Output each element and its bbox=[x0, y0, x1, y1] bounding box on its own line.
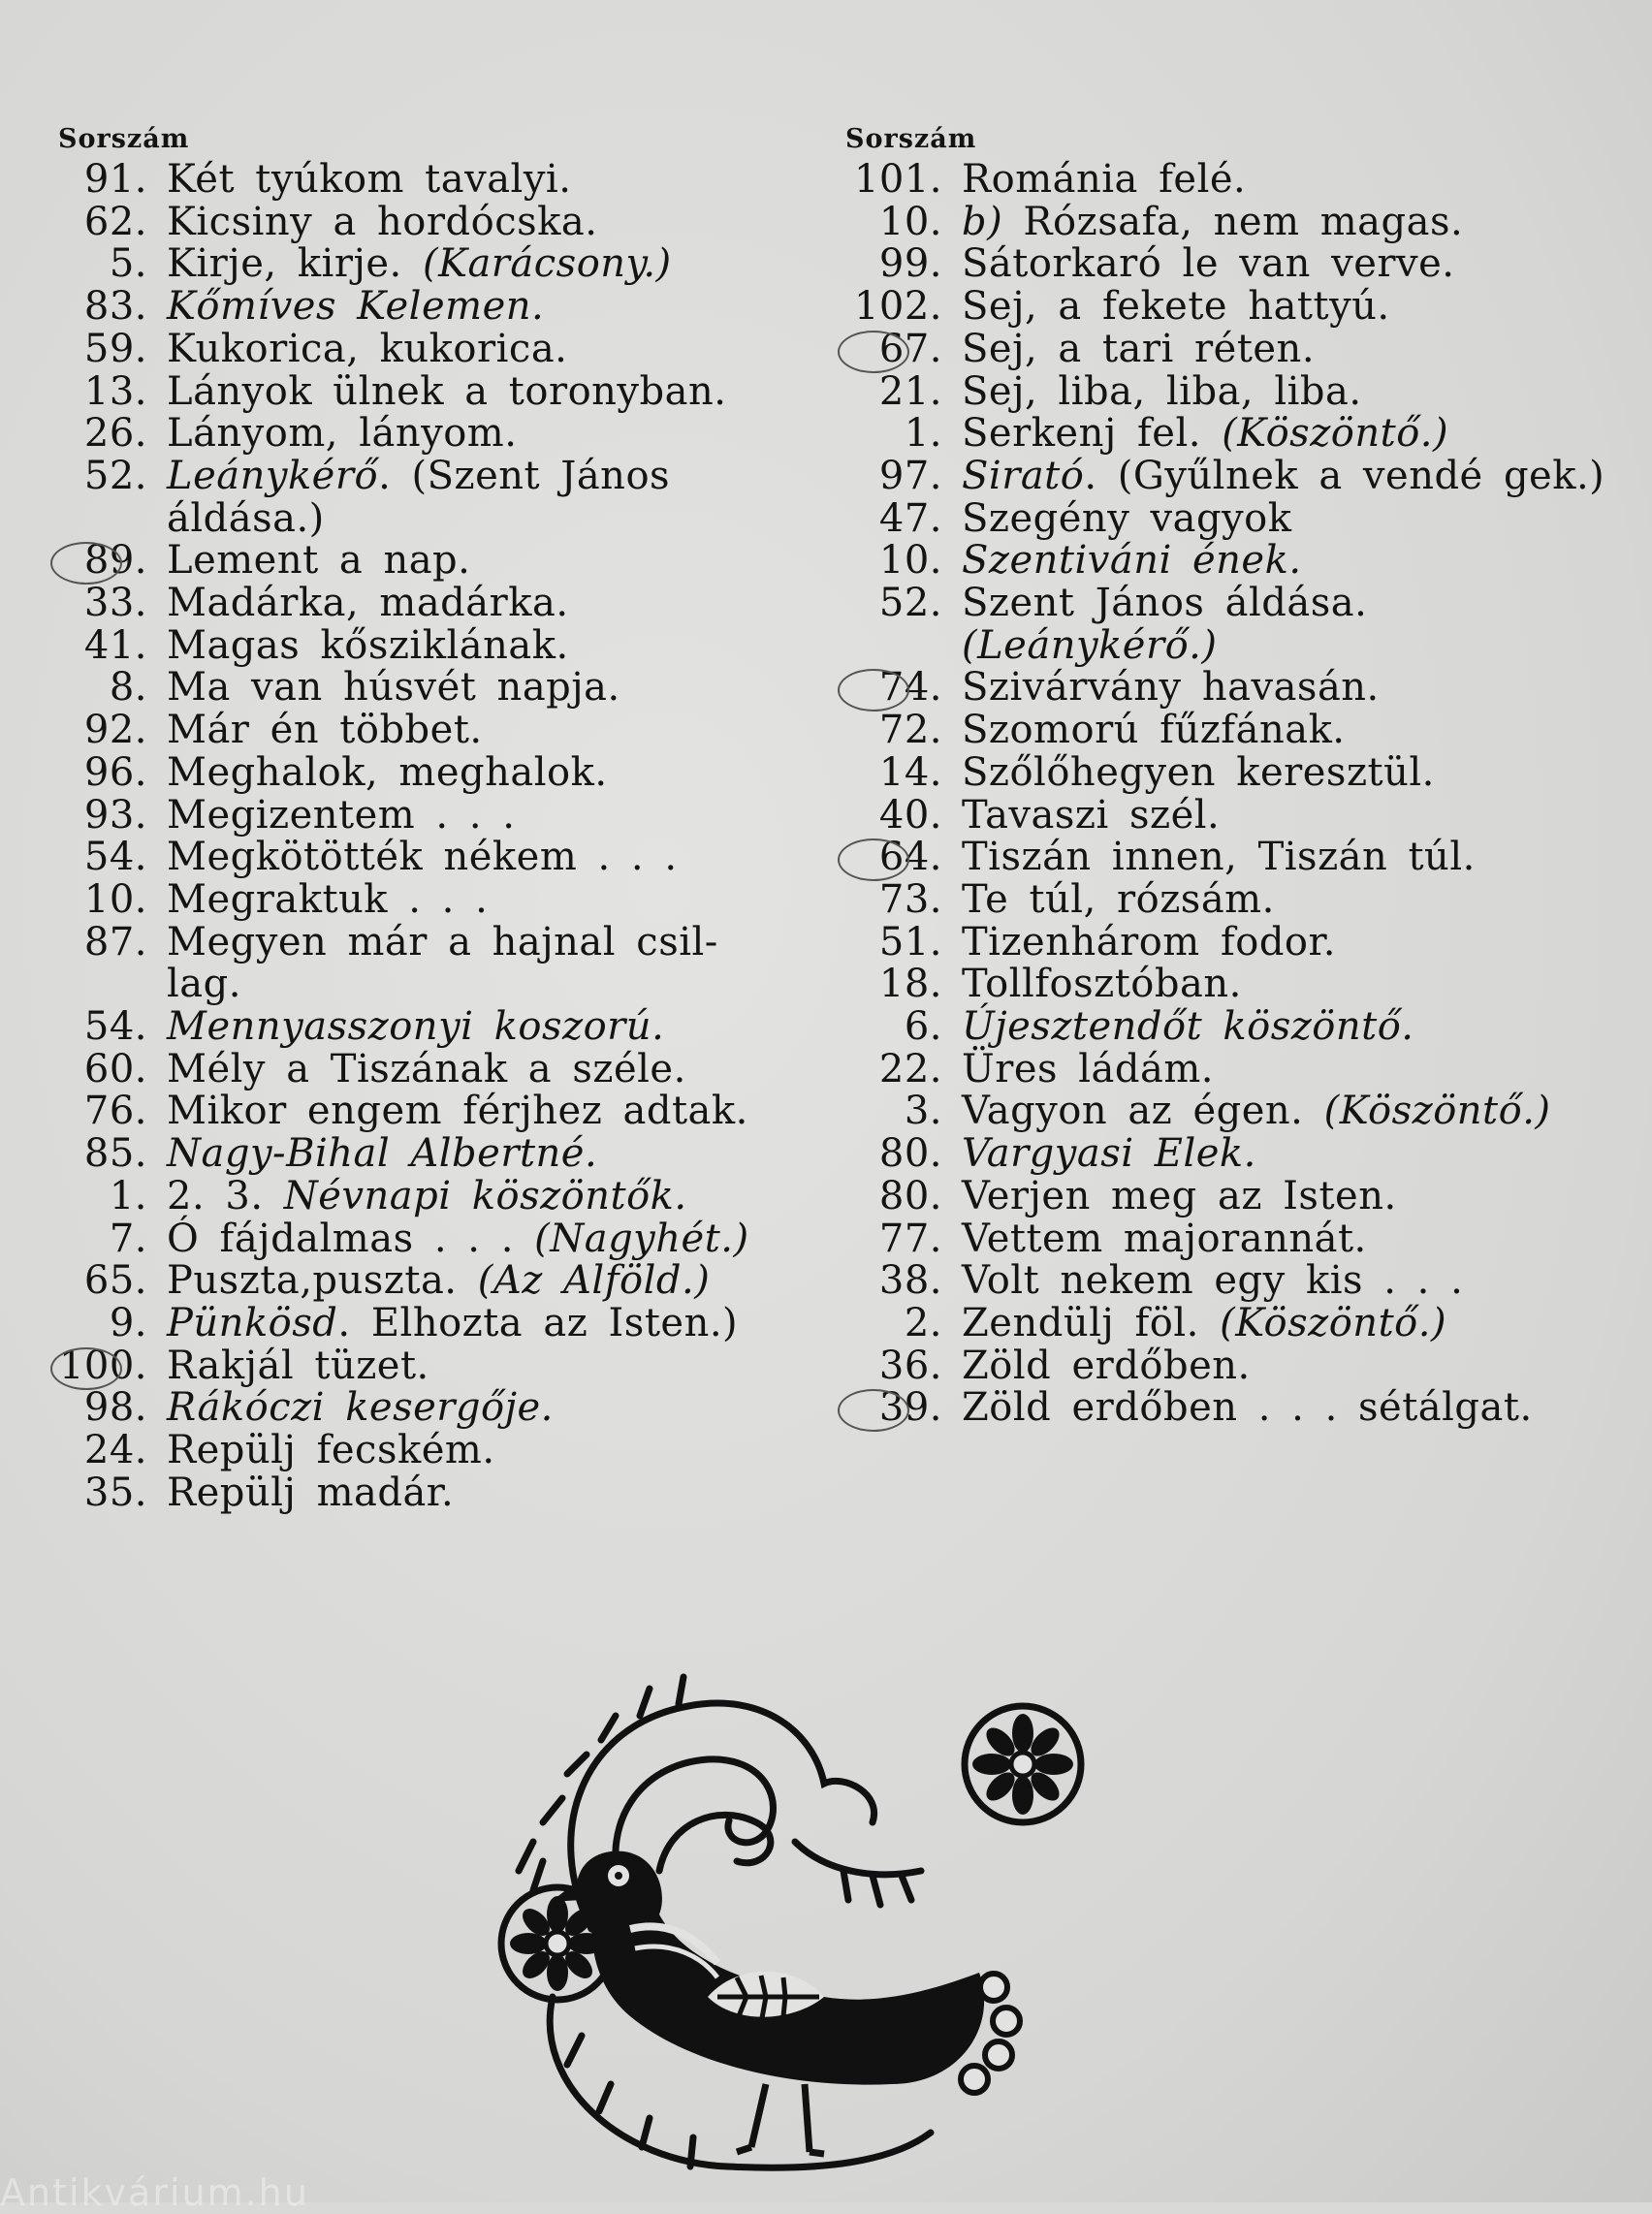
index-entry bbox=[58, 919, 795, 1007]
entry-title-text: Szent János áldása. bbox=[962, 581, 1368, 626]
entry-number: 18. bbox=[878, 962, 942, 1007]
index-entry bbox=[845, 1133, 1621, 1176]
entry-title bbox=[942, 1173, 1621, 1218]
entry-number: 24. bbox=[83, 1428, 147, 1473]
entry-title bbox=[942, 1300, 1621, 1345]
index-entry bbox=[845, 1387, 1621, 1430]
entry-list bbox=[845, 159, 1621, 1430]
entry-title bbox=[147, 1218, 795, 1261]
entry-number: 85. bbox=[83, 1131, 147, 1177]
entry-title bbox=[147, 622, 795, 668]
entry-title-italic: Nagy-Bihal Albertné. bbox=[167, 1131, 598, 1177]
entry-number: 7. bbox=[109, 1216, 147, 1261]
entry-title bbox=[942, 368, 1621, 414]
index-entry bbox=[58, 413, 795, 456]
index-entry bbox=[845, 1006, 1621, 1049]
entry-title bbox=[147, 368, 795, 414]
index-entry bbox=[845, 710, 1621, 752]
entry-number: 33. bbox=[83, 581, 147, 626]
index-entry bbox=[58, 1046, 795, 1091]
entry-title-text: Rakjál tüzet. bbox=[167, 1343, 429, 1388]
entry-title bbox=[942, 326, 1621, 371]
index-entry bbox=[845, 495, 1621, 541]
entry-number: 77. bbox=[878, 1216, 942, 1261]
index-entry bbox=[58, 837, 795, 879]
index-column-left bbox=[58, 124, 795, 1515]
entry-title-text: Mély a Tiszának a széle. bbox=[167, 1046, 686, 1091]
entry-title bbox=[942, 199, 1621, 244]
entry-title bbox=[147, 667, 795, 710]
entry-number: 73. bbox=[878, 876, 942, 922]
entry-title bbox=[942, 1345, 1621, 1388]
index-entry bbox=[845, 1091, 1621, 1133]
entry-number: 22. bbox=[878, 1046, 942, 1091]
entry-number: 39. bbox=[845, 1387, 942, 1430]
index-entry bbox=[58, 1387, 795, 1430]
entry-title-text: . (Szent János áldása.) bbox=[167, 453, 671, 541]
entry-title-text: Románia felé. bbox=[962, 157, 1247, 202]
entry-title-text: . (Gyűlnek a vendé gek.) bbox=[1084, 453, 1605, 498]
entry-title bbox=[147, 710, 795, 752]
entry-title-italic: Szentiváni ének. bbox=[962, 538, 1302, 584]
entry-title bbox=[942, 1091, 1621, 1133]
entry-title bbox=[942, 159, 1621, 202]
entry-number: 93. bbox=[83, 792, 147, 838]
entry-number: 54. bbox=[83, 835, 147, 880]
index-column-right bbox=[845, 124, 1621, 1430]
entry-title-italic: Mennyasszonyi koszorú. bbox=[167, 1004, 665, 1050]
entry-title-text: Serkenj fel. bbox=[962, 411, 1223, 457]
entry-number: 9. bbox=[109, 1300, 147, 1345]
entry-title-text: . Elhozta az Isten.) bbox=[337, 1300, 739, 1345]
entry-number: 14. bbox=[878, 749, 942, 795]
entry-title-text: Megraktuk . . . bbox=[167, 876, 489, 922]
index-entry bbox=[58, 368, 795, 414]
entry-title-text: Már én többet. bbox=[167, 708, 483, 753]
entry-title-text: Megyen már a hajnal csil- lag. bbox=[167, 919, 718, 1007]
entry-title-italic: b) bbox=[962, 199, 1003, 244]
entry-title bbox=[147, 1300, 795, 1345]
entry-title-text: Megkötötték nékem . . . bbox=[167, 835, 678, 880]
entry-number: 3. bbox=[904, 1089, 942, 1134]
entry-title bbox=[942, 453, 1621, 498]
entry-number: 100. bbox=[58, 1343, 147, 1388]
entry-title bbox=[942, 876, 1621, 922]
entry-number: 38. bbox=[878, 1258, 942, 1304]
entry-number: 1. bbox=[904, 411, 942, 457]
entry-title-italic: Pünkösd bbox=[167, 1300, 338, 1345]
entry-title-italic: Névnapi köszöntők. bbox=[283, 1173, 687, 1218]
index-entry bbox=[58, 540, 795, 583]
entry-number: 10. bbox=[878, 199, 942, 244]
entry-title-text: Sej, a fekete hattyú. bbox=[962, 284, 1390, 330]
index-entry bbox=[58, 749, 795, 795]
entry-number: 47. bbox=[878, 495, 942, 541]
index-entry bbox=[58, 792, 795, 838]
entry-title bbox=[147, 876, 795, 922]
entry-title bbox=[147, 199, 795, 244]
index-entry bbox=[58, 1173, 795, 1218]
entry-number: 5. bbox=[109, 241, 147, 287]
entry-title-italic: (Köszöntő.) bbox=[1222, 411, 1449, 457]
entry-title bbox=[147, 792, 795, 838]
folk-bird-ornament-icon bbox=[475, 1580, 1105, 2200]
index-entry bbox=[845, 583, 1621, 667]
entry-title bbox=[147, 1472, 795, 1515]
entry-title bbox=[147, 1091, 795, 1133]
entry-title-text: Vettem majorannát. bbox=[962, 1216, 1367, 1261]
index-entry bbox=[845, 286, 1621, 329]
entry-title bbox=[942, 667, 1621, 710]
entry-title bbox=[147, 1387, 795, 1430]
entry-title-text: Vagyon az égen. bbox=[962, 1089, 1324, 1134]
entry-title-text: Mikor engem férjhez adtak. bbox=[167, 1089, 748, 1134]
index-entry bbox=[845, 159, 1621, 202]
entry-title bbox=[942, 964, 1621, 1006]
entry-title-text: Zendülj föl. bbox=[962, 1300, 1221, 1345]
entry-title bbox=[147, 1046, 795, 1091]
entry-title-text: Tiszán innen, Tiszán túl. bbox=[962, 835, 1476, 880]
entry-title-italic: Újesztendőt köszöntő. bbox=[962, 1004, 1414, 1050]
index-entry bbox=[58, 1472, 795, 1515]
entry-title bbox=[942, 919, 1621, 965]
entry-title-text: Repülj fecském. bbox=[167, 1428, 495, 1473]
entry-title-italic: Leánykérő bbox=[167, 453, 379, 498]
column-header: Sorszám bbox=[58, 124, 190, 154]
entry-title-text: Üres ládám. bbox=[962, 1046, 1214, 1091]
index-entry bbox=[58, 286, 795, 329]
index-entry bbox=[58, 453, 795, 541]
index-entry bbox=[845, 667, 1621, 710]
entry-number: 99. bbox=[878, 241, 942, 287]
entry-title bbox=[147, 453, 795, 541]
index-entry bbox=[58, 1300, 795, 1345]
entry-title-text: 2. 3. bbox=[167, 1173, 284, 1218]
entry-title-text: Ma van húsvét napja. bbox=[167, 665, 620, 711]
index-entry bbox=[845, 964, 1621, 1006]
index-entry bbox=[845, 1300, 1621, 1345]
index-entry bbox=[58, 1091, 795, 1133]
index-entry bbox=[845, 1218, 1621, 1261]
index-entry bbox=[58, 1133, 795, 1176]
entry-title-text: Lányom, lányom. bbox=[167, 411, 518, 457]
index-entry bbox=[845, 326, 1621, 371]
index-entry bbox=[58, 159, 795, 202]
entry-title bbox=[147, 1006, 795, 1049]
entry-title bbox=[942, 583, 1621, 667]
entry-number: 40. bbox=[878, 792, 942, 838]
entry-title-text: Tollfosztóban. bbox=[962, 962, 1242, 1007]
entry-number: 59. bbox=[83, 326, 147, 371]
entry-number: 36. bbox=[878, 1343, 942, 1388]
index-entry bbox=[845, 919, 1621, 965]
entry-title-text: Sátorkaró le van verve. bbox=[962, 241, 1455, 287]
entry-title bbox=[942, 1387, 1621, 1430]
index-entry bbox=[58, 622, 795, 668]
index-entry bbox=[845, 837, 1621, 879]
index-entry bbox=[58, 667, 795, 710]
entry-number: 92. bbox=[83, 708, 147, 753]
entry-number: 8. bbox=[109, 665, 147, 711]
column-header: Sorszám bbox=[845, 124, 977, 154]
entry-number: 65. bbox=[83, 1258, 147, 1304]
entry-number: 60. bbox=[83, 1046, 147, 1091]
index-entry bbox=[58, 243, 795, 286]
entry-title-italic: Vargyasi Elek. bbox=[962, 1131, 1256, 1177]
index-entry bbox=[845, 199, 1621, 244]
index-entry bbox=[58, 1430, 795, 1472]
index-entry bbox=[58, 583, 795, 625]
index-entry bbox=[845, 792, 1621, 838]
entry-title bbox=[942, 749, 1621, 795]
entry-title bbox=[147, 1260, 795, 1303]
index-entry bbox=[58, 1260, 795, 1303]
entry-title bbox=[147, 837, 795, 879]
entry-number: 35. bbox=[83, 1470, 147, 1515]
entry-number: 76. bbox=[83, 1089, 147, 1134]
entry-title-text: Zöld erdőben. bbox=[962, 1343, 1251, 1388]
entry-number: 51. bbox=[878, 919, 942, 965]
entry-title-text: Kicsiny a hordócska. bbox=[167, 199, 598, 244]
entry-title-text: Szőlőhegyen keresztül. bbox=[962, 749, 1435, 795]
entry-title bbox=[147, 1173, 795, 1218]
index-entry bbox=[58, 326, 795, 371]
index-entry bbox=[58, 876, 795, 922]
entry-title-text: Szomorú fűzfának. bbox=[962, 708, 1346, 753]
entry-title bbox=[147, 159, 795, 202]
entry-title bbox=[942, 837, 1621, 879]
entry-title bbox=[942, 1006, 1621, 1049]
entry-title bbox=[147, 326, 795, 371]
entry-title-text: Ó fájdalmas . . . bbox=[167, 1216, 535, 1261]
entry-number: 96. bbox=[83, 749, 147, 795]
index-entry bbox=[845, 1260, 1621, 1303]
entry-title-text: Megizentem . . . bbox=[167, 792, 516, 838]
entry-number: 26. bbox=[83, 411, 147, 457]
entry-number: 102. bbox=[853, 284, 942, 330]
entry-title bbox=[942, 1260, 1621, 1303]
entry-number: 1. bbox=[109, 1173, 147, 1218]
entry-number: 80. bbox=[878, 1173, 942, 1218]
entry-title-text: Sej, liba, liba, liba. bbox=[962, 368, 1362, 414]
entry-title bbox=[942, 792, 1621, 838]
entry-title-text: Szivárvány havasán. bbox=[962, 665, 1380, 711]
entry-number: 62. bbox=[83, 199, 147, 244]
index-entry bbox=[58, 710, 795, 752]
entry-number: 41. bbox=[83, 622, 147, 668]
entry-number: 54. bbox=[83, 1004, 147, 1050]
entry-title-text: Puszta,puszta. bbox=[167, 1258, 478, 1304]
entry-title-text: Repülj madár. bbox=[167, 1470, 455, 1515]
entry-title bbox=[147, 583, 795, 625]
entry-title bbox=[942, 1046, 1621, 1091]
index-entry bbox=[58, 1218, 795, 1261]
entry-title-text: Lányok ülnek a toronyban. bbox=[167, 368, 727, 414]
entry-title bbox=[942, 495, 1621, 541]
entry-number: 87. bbox=[83, 919, 147, 965]
entry-title-text: Kirje, kirje. bbox=[167, 241, 423, 287]
entry-title-text: Zöld erdőben . . . sétálgat. bbox=[962, 1385, 1533, 1431]
index-entry bbox=[845, 243, 1621, 286]
entry-title-text: Magas kősziklának. bbox=[167, 622, 569, 668]
entry-title-italic: (Köszöntő.) bbox=[1220, 1300, 1447, 1345]
index-entry bbox=[845, 453, 1621, 498]
entry-title-text: Verjen meg az Isten. bbox=[962, 1173, 1397, 1218]
entry-list bbox=[58, 159, 795, 1515]
entry-title-text: Sej, a tari réten. bbox=[962, 326, 1316, 371]
entry-number: 67. bbox=[845, 329, 942, 371]
entry-number: 52. bbox=[83, 453, 147, 498]
entry-title-text: Kukorica, kukorica. bbox=[167, 326, 568, 371]
entry-title bbox=[147, 749, 795, 795]
entry-title-text: Volt nekem egy kis . . . bbox=[962, 1258, 1464, 1304]
index-entry bbox=[845, 749, 1621, 795]
entry-number: 13. bbox=[83, 368, 147, 414]
entry-title bbox=[942, 1218, 1621, 1261]
entry-title bbox=[942, 710, 1621, 752]
entry-title-italic: (Nagyhét.) bbox=[534, 1216, 749, 1261]
entry-title bbox=[147, 1430, 795, 1472]
entry-number: 6. bbox=[904, 1004, 942, 1050]
index-entry bbox=[845, 413, 1621, 456]
entry-number: 72. bbox=[878, 708, 942, 753]
entry-title-text: Két tyúkom tavalyi. bbox=[167, 157, 572, 202]
entry-title bbox=[942, 540, 1621, 583]
index-entry bbox=[845, 1345, 1621, 1388]
entry-title-italic: (Köszöntő.) bbox=[1323, 1089, 1551, 1134]
entry-title-italic: (Az Alföld.) bbox=[477, 1258, 711, 1304]
entry-title-text: Te túl, rózsám. bbox=[962, 876, 1275, 922]
entry-number: 80. bbox=[878, 1131, 942, 1177]
entry-number: 97. bbox=[878, 453, 942, 498]
entry-number: 98. bbox=[83, 1385, 147, 1431]
entry-title bbox=[942, 243, 1621, 286]
entry-number: 10. bbox=[83, 876, 147, 922]
entry-number: 21. bbox=[878, 368, 942, 414]
entry-title bbox=[942, 286, 1621, 329]
entry-number: 91. bbox=[83, 157, 147, 202]
entry-title bbox=[147, 540, 795, 583]
entry-title bbox=[147, 243, 795, 286]
entry-title-italic: Rákóczi kesergője. bbox=[167, 1385, 554, 1431]
entry-title-text: Madárka, madárka. bbox=[167, 581, 569, 626]
entry-number: 83. bbox=[83, 284, 147, 330]
index-entry bbox=[58, 1345, 795, 1388]
entry-title-italic: (Karácsony.) bbox=[422, 241, 672, 287]
entry-number: 10. bbox=[878, 538, 942, 584]
entry-number: 89. bbox=[58, 540, 147, 583]
entry-number: 2. bbox=[904, 1300, 942, 1345]
entry-title-text: Szegény vagyok bbox=[962, 495, 1292, 541]
index-entry bbox=[58, 1006, 795, 1049]
index-entry bbox=[845, 876, 1621, 922]
entry-title-italic: (Leánykérő.) bbox=[962, 622, 1218, 668]
entry-title-italic: Kőmíves Kelemen. bbox=[167, 284, 545, 330]
entry-number: 64. bbox=[845, 837, 942, 879]
entry-number: 52. bbox=[878, 581, 942, 626]
entry-title-italic: Sirató bbox=[962, 453, 1085, 498]
entry-title bbox=[942, 413, 1621, 456]
entry-title-text: Meghalok, meghalok. bbox=[167, 749, 608, 795]
entry-title bbox=[147, 1345, 795, 1388]
entry-title bbox=[147, 1133, 795, 1176]
index-entry bbox=[845, 1046, 1621, 1091]
watermark: Antikvárium.hu bbox=[0, 2171, 309, 2214]
index-entry bbox=[58, 199, 795, 244]
entry-title bbox=[147, 919, 795, 1007]
entry-title bbox=[147, 286, 795, 329]
entry-title-text: Tavaszi szél. bbox=[962, 792, 1221, 838]
index-entry bbox=[845, 1173, 1621, 1218]
entry-number: 101. bbox=[853, 157, 942, 202]
entry-title-text: Rózsafa, nem magas. bbox=[1002, 199, 1464, 244]
entry-title-text: Tizenhárom fodor. bbox=[962, 919, 1336, 965]
entry-title-text: Lement a nap. bbox=[167, 538, 471, 584]
index-entry bbox=[845, 540, 1621, 583]
index-entry bbox=[845, 368, 1621, 414]
entry-title bbox=[942, 1133, 1621, 1176]
entry-title bbox=[147, 413, 795, 456]
entry-number: 74. bbox=[845, 667, 942, 710]
